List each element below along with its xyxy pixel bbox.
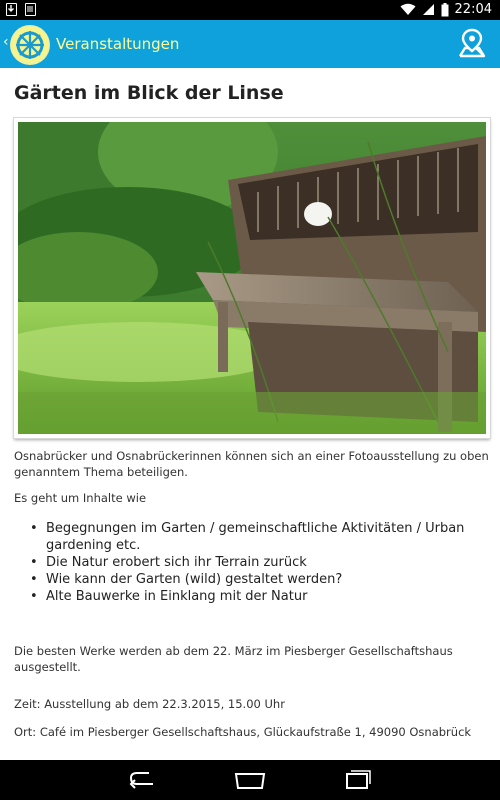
intro-text: Osnabrücker und Osnabrückerinnen können sich an einer Fotoausstellung zu oben genanntem Thema beteiligen. — [14, 449, 489, 479]
status-bar — [0, 0, 500, 20]
list-item: • Die Natur erobert sich ihr Terrain zurück — [30, 554, 480, 571]
place-text: Ort: Café im Piesberger Gesellschaftshaus, Glückaufstraße 1, 49090 Osnabrück — [14, 725, 472, 739]
time-text: Zeit: Ausstellung ab dem 22.3.2015, 15.00 Uhr — [14, 697, 285, 711]
notification-icons — [6, 3, 36, 16]
app-bar-title: Veranstaltungen — [56, 35, 180, 53]
page-title: Gärten im Blick der Linse — [14, 82, 284, 104]
back-icon[interactable] — [123, 768, 163, 792]
event-detail[interactable] — [0, 68, 500, 760]
app-bar — [0, 20, 500, 68]
wheel-logo-icon[interactable] — [10, 25, 50, 65]
navigation-bar — [0, 760, 500, 800]
lead-text: Es geht um Inhalte wie — [14, 491, 147, 505]
sd-card-notification-icon — [25, 3, 36, 16]
list-item: • Begegnungen im Garten / gemeinschaftliche Aktivitäten / Urban gardening etc. — [30, 520, 480, 554]
back-chevron-icon[interactable]: ‹ — [3, 34, 9, 50]
download-notification-icon — [6, 3, 17, 16]
topic-list — [30, 520, 480, 605]
home-icon[interactable] — [230, 768, 270, 792]
clock: 22:04 — [454, 2, 492, 17]
battery-icon — [441, 3, 449, 17]
list-item: • Wie kann der Garten (wild) gestaltet werden? — [30, 571, 480, 588]
signal-icon — [422, 3, 435, 16]
best-works-text: Die besten Werke werden ab dem 22. März im Piesberger Gesellschaftshaus ausgestellt. — [14, 644, 453, 674]
event-photo — [14, 118, 490, 438]
wifi-icon — [400, 3, 416, 16]
map-pin-icon[interactable] — [458, 28, 486, 58]
list-item: • Alte Bauwerke in Einklang mit der Natur — [30, 588, 480, 605]
recent-apps-icon[interactable] — [337, 768, 377, 792]
